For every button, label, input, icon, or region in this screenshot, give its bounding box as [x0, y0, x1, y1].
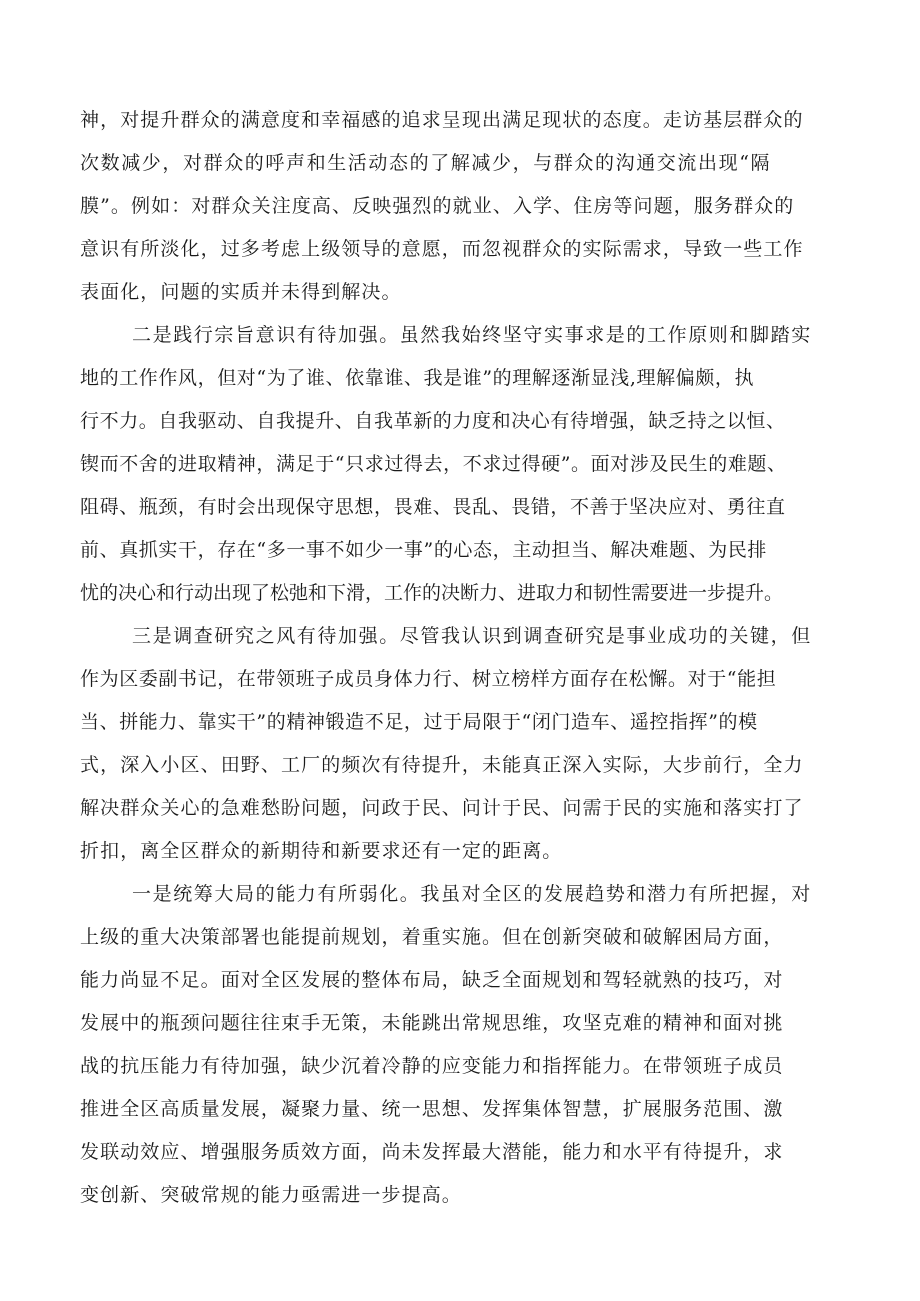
- text-line: 变创新、突破常规的能力亟需进一步提高。: [80, 1184, 462, 1206]
- text-line: 意识有所淡化，过多考虑上级领导的意愿，而忽视群众的实际需求，导致一些工作: [80, 238, 804, 260]
- text-line: 发展中的瓶颈问题往往束手无策，未能跳出常规思维，攻坚克难的精神和面对挑: [80, 1012, 784, 1034]
- text-line: 折扣，离全区群众的新期待和新要求还有一定的距离。: [80, 840, 563, 862]
- text-line: 当、拼能力、靠实干”的精神锻造不足，过于局限于“闭门造车、遥控指挥”的模: [80, 711, 758, 733]
- paragraph-start-line: 三是调查研究之风有待加强。尽管我认识到调查研究是事业成功的关键，但: [132, 625, 812, 647]
- text-line: 能力尚显不足。面对全区发展的整体布局，缺乏全面规划和驾轻就熟的技巧，对: [80, 969, 784, 991]
- text-line: 发联动效应、增强服务质效方面，尚未发挥最大潜能，能力和水平有待提升，求: [80, 1141, 784, 1163]
- text-line: 解决群众关心的急难愁盼问题，问政于民、问计于民、问需于民的实施和落实打了: [80, 797, 804, 819]
- text-line: 式，深入小区、田野、工厂的频次有待提升，未能真正深入实际，大步前行，全力: [80, 754, 804, 776]
- text-line: 次数减少，对群众的呼声和生活动态的了解减少，与群众的沟通交流出现“隔: [80, 152, 772, 174]
- paragraph-start-line: 一是统筹大局的能力有所弱化。我虽对全区的发展趋势和潜力有所把握，对: [132, 883, 812, 905]
- text-line: 前、真抓实干，存在“多一事不如少一事”的心态，主动担当、解决难题、为民排: [80, 539, 768, 561]
- text-line: 表面化，问题的实质并未得到解决。: [80, 281, 402, 303]
- text-line: 锲而不舍的进取精神，满足于“只求过得去，不求过得硬”。面对涉及民生的难题、: [80, 453, 787, 475]
- paragraph-start-line: 二是践行宗旨意识有待加强。虽然我始终坚守实事求是的工作原则和脚踏实: [132, 324, 812, 346]
- text-line: 作为区委副书记，在带领班子成员身体力行、树立榜样方面存在松懈。对于“能担: [80, 668, 777, 690]
- text-line: 战的抗压能力有待加强，缺少沉着冷静的应变能力和指挥能力。在带领班子成员: [80, 1055, 784, 1077]
- text-line: 阻碍、瓶颈，有时会出现保守思想，畏难、畏乱、畏错，不善于坚决应对、勇往直: [80, 496, 786, 518]
- text-line: 膜”。例如：对群众关注度高、反映强烈的就业、入学、住房等问题，服务群众的: [80, 195, 795, 217]
- text-line: 地的工作作风，但对“为了谁、依靠谁、我是谁”的理解逐渐显浅,理解偏颇，执: [80, 367, 755, 389]
- text-line: 行不力。自我驱动、自我提升、自我革新的力度和决心有待增强，缺乏持之以恒、: [80, 410, 786, 432]
- text-line: 推进全区高质量发展，凝聚力量、统一思想、发挥集体智慧，扩展服务范围、激: [80, 1098, 784, 1120]
- text-line: 神，对提升群众的满意度和幸福感的追求呈现出满足现状的态度。走访基层群众的: [80, 109, 804, 131]
- text-line: 忧的决心和行动出现了松弛和下滑，工作的决断力、进取力和韧性需要进一步提升。: [80, 582, 784, 604]
- text-line: 上级的重大决策部署也能提前规划，着重实施。但在创新突破和破解困局方面，: [80, 926, 784, 948]
